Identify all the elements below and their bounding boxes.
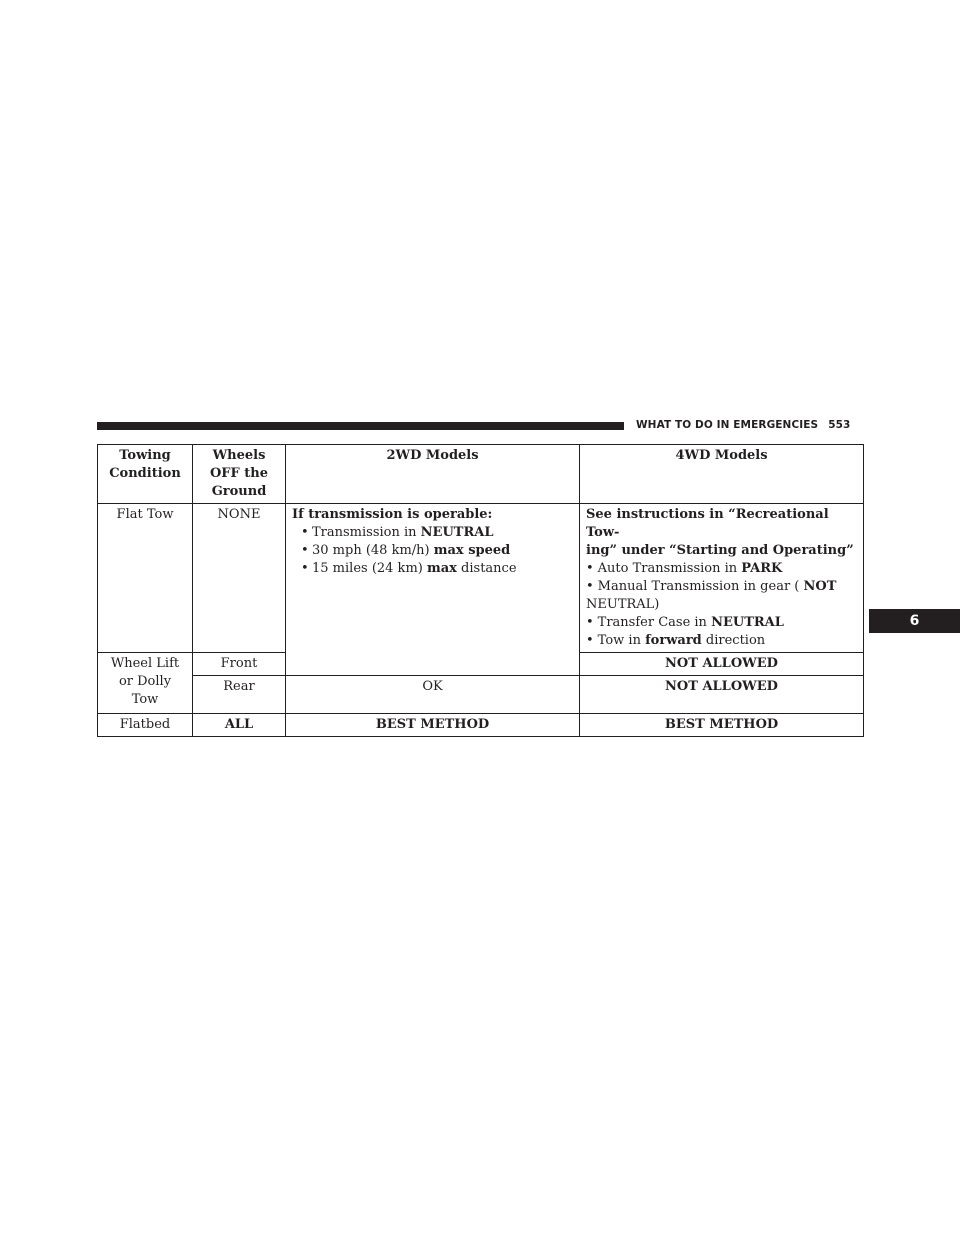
table-row-flat-tow — [98, 504, 864, 653]
cell-rear-wheels: Rear — [193, 676, 286, 714]
header-line: Ground — [211, 484, 267, 499]
item-bold: max — [426, 561, 457, 576]
cell-rear-2wd: OK — [286, 676, 580, 714]
item-text: Manual Transmission in gear ( — [597, 579, 804, 594]
item-bold: forward — [645, 633, 702, 648]
cell-lead-text: ing” under “Starting and Operating” — [586, 543, 854, 558]
item-text: 15 miles (24 km) — [312, 561, 427, 576]
cell-flat-tow-2wd — [286, 504, 580, 676]
cell-flatbed-4wd: BEST METHOD — [580, 714, 864, 737]
table-row-flatbed — [98, 714, 864, 737]
item-text: distance — [456, 561, 517, 576]
item-text: 30 mph (48 km/h) — [312, 543, 434, 558]
list-item — [586, 614, 857, 632]
list-item — [300, 542, 573, 560]
section-title: WHAT TO DO IN EMERGENCIES — [636, 419, 819, 431]
cell-lead-text: If transmission is operable: — [292, 507, 493, 522]
cell-flatbed-2wd: BEST METHOD — [286, 714, 580, 737]
header-towing-condition — [98, 445, 193, 504]
item-text: Transfer Case in — [597, 615, 712, 630]
bullet-list-4wd-cont — [586, 614, 857, 650]
item-text: Transmission in — [312, 525, 421, 540]
towing-table — [97, 444, 864, 737]
cell-wheel-lift-condition — [98, 653, 193, 714]
cell-flat-tow-wheels: NONE — [193, 504, 286, 653]
bullet-list-2wd — [292, 524, 573, 578]
item-bold: max speed — [433, 543, 511, 558]
condition-line: Wheel Lift — [110, 656, 180, 671]
bullet-list-4wd — [586, 560, 857, 596]
wrapped-text: NEUTRAL) — [586, 597, 660, 612]
item-text: Auto Transmission in — [597, 561, 742, 576]
item-bold: NEUTRAL — [711, 615, 784, 630]
list-item — [300, 560, 573, 578]
header-line: Condition — [109, 466, 181, 481]
condition-line: or Dolly — [118, 674, 172, 689]
list-item — [586, 578, 857, 596]
table-header-row — [98, 445, 864, 504]
chapter-tab[interactable]: 6 — [869, 609, 960, 633]
item-text: Tow in — [597, 633, 646, 648]
item-bold: PARK — [741, 561, 783, 576]
header-2wd-models: 2WD Models — [286, 445, 580, 504]
cell-flatbed-condition: Flatbed — [98, 714, 193, 737]
cell-front-4wd: NOT ALLOWED — [580, 653, 864, 676]
list-item — [586, 560, 857, 578]
cell-front-wheels: Front — [193, 653, 286, 676]
running-header — [636, 419, 864, 431]
cell-rear-4wd: NOT ALLOWED — [580, 676, 864, 714]
cell-flat-tow-4wd — [580, 504, 864, 653]
table-row-wheel-lift-rear — [98, 676, 864, 714]
header-4wd-models: 4WD Models — [580, 445, 864, 504]
cell-flat-tow-condition: Flat Tow — [98, 504, 193, 653]
list-item — [300, 524, 573, 542]
cell-lead-text: See instructions in “Recreational Tow- — [586, 507, 829, 540]
page-number: 553 — [828, 419, 851, 431]
header-line: OFF the — [209, 466, 269, 481]
condition-line: Tow — [131, 692, 159, 707]
cell-flatbed-wheels: ALL — [193, 714, 286, 737]
list-item — [586, 632, 857, 650]
item-bold: NEUTRAL — [420, 525, 494, 540]
header-rule — [97, 422, 624, 430]
item-bold: NOT — [803, 579, 837, 594]
header-line: Towing — [119, 448, 171, 463]
header-wheels-off-ground — [193, 445, 286, 504]
item-text: direction — [701, 633, 766, 648]
header-line: Wheels — [212, 448, 266, 463]
